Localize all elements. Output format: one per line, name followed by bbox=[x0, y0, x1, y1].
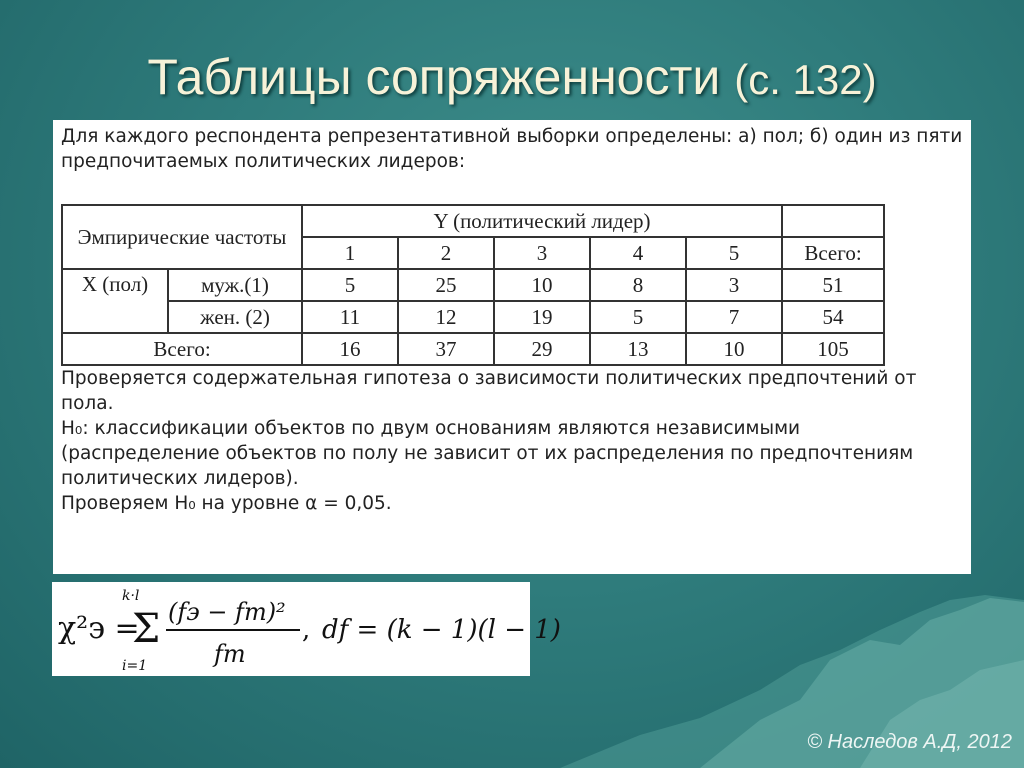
row-label: муж.(1) bbox=[168, 269, 302, 301]
table-cell: 7 bbox=[686, 301, 782, 333]
significance-text: Проверяем H₀ на уровне α = 0,05. bbox=[61, 493, 392, 514]
x-label: X (пол) bbox=[62, 269, 168, 333]
denominator: fт bbox=[214, 640, 246, 668]
col-header-total: Всего: bbox=[782, 237, 884, 269]
total-cell: 13 bbox=[590, 333, 686, 365]
sum-sign: Σ bbox=[132, 606, 161, 652]
formula-graphic bbox=[52, 582, 561, 676]
total-cell: 105 bbox=[782, 333, 884, 365]
table-cell: 25 bbox=[398, 269, 494, 301]
table-cell: 12 bbox=[398, 301, 494, 333]
empty-header-cell bbox=[782, 205, 884, 237]
col-header: 5 bbox=[686, 237, 782, 269]
total-label: Всего: bbox=[62, 333, 302, 365]
slide-title bbox=[0, 48, 1024, 106]
null-hypothesis-text: H₀: классификации объектов по двум основаниям являются независимыми (распределение объектов по полу не зависит от их распределения по предпочтениям политических лидеров). bbox=[61, 418, 914, 489]
numerator: (fэ − fт)² bbox=[168, 598, 286, 626]
col-header: 3 bbox=[494, 237, 590, 269]
intro-text: Для каждого респондента репрезентативной выборки определены: а) пол; б) один из пяти предпочитаемых политических лидеров: bbox=[61, 126, 963, 172]
col-header: 4 bbox=[590, 237, 686, 269]
y-header: Y (политический лидер) bbox=[302, 205, 782, 237]
table-cell: 5 bbox=[590, 301, 686, 333]
total-cell: 37 bbox=[398, 333, 494, 365]
total-cell: 16 bbox=[302, 333, 398, 365]
table-cell: 51 bbox=[782, 269, 884, 301]
table-cell: 5 bbox=[302, 269, 398, 301]
contingency-table bbox=[61, 204, 885, 366]
table-cell: 8 bbox=[590, 269, 686, 301]
formula-lhs: χ²э = bbox=[58, 611, 140, 646]
corner-label: Эмпирические частоты bbox=[62, 205, 302, 269]
title-page-ref: (с. 132) bbox=[734, 56, 877, 103]
table-cell: 3 bbox=[686, 269, 782, 301]
copyright-text: © Наследов А.Д, 2012 bbox=[807, 731, 1012, 753]
total-cell: 29 bbox=[494, 333, 590, 365]
table-cell: 54 bbox=[782, 301, 884, 333]
col-header: 1 bbox=[302, 237, 398, 269]
formula-comma: , bbox=[302, 615, 311, 645]
sum-lower-limit: i=1 bbox=[122, 658, 148, 674]
sum-upper-limit: k·l bbox=[122, 588, 140, 604]
scanned-textbook-excerpt bbox=[53, 120, 971, 574]
chi-square-formula bbox=[52, 582, 561, 676]
table-cell: 19 bbox=[494, 301, 590, 333]
hypothesis-text: Проверяется содержательная гипотеза о зависимости политических предпочтений от пола. bbox=[61, 368, 917, 414]
degrees-of-freedom: df = (k − 1)(l − 1) bbox=[322, 615, 561, 645]
table-cell: 10 bbox=[494, 269, 590, 301]
col-header: 2 bbox=[398, 237, 494, 269]
table-cell: 11 bbox=[302, 301, 398, 333]
title-text: Таблицы сопряженности bbox=[147, 49, 721, 105]
total-cell: 10 bbox=[686, 333, 782, 365]
row-label: жен. (2) bbox=[168, 301, 302, 333]
